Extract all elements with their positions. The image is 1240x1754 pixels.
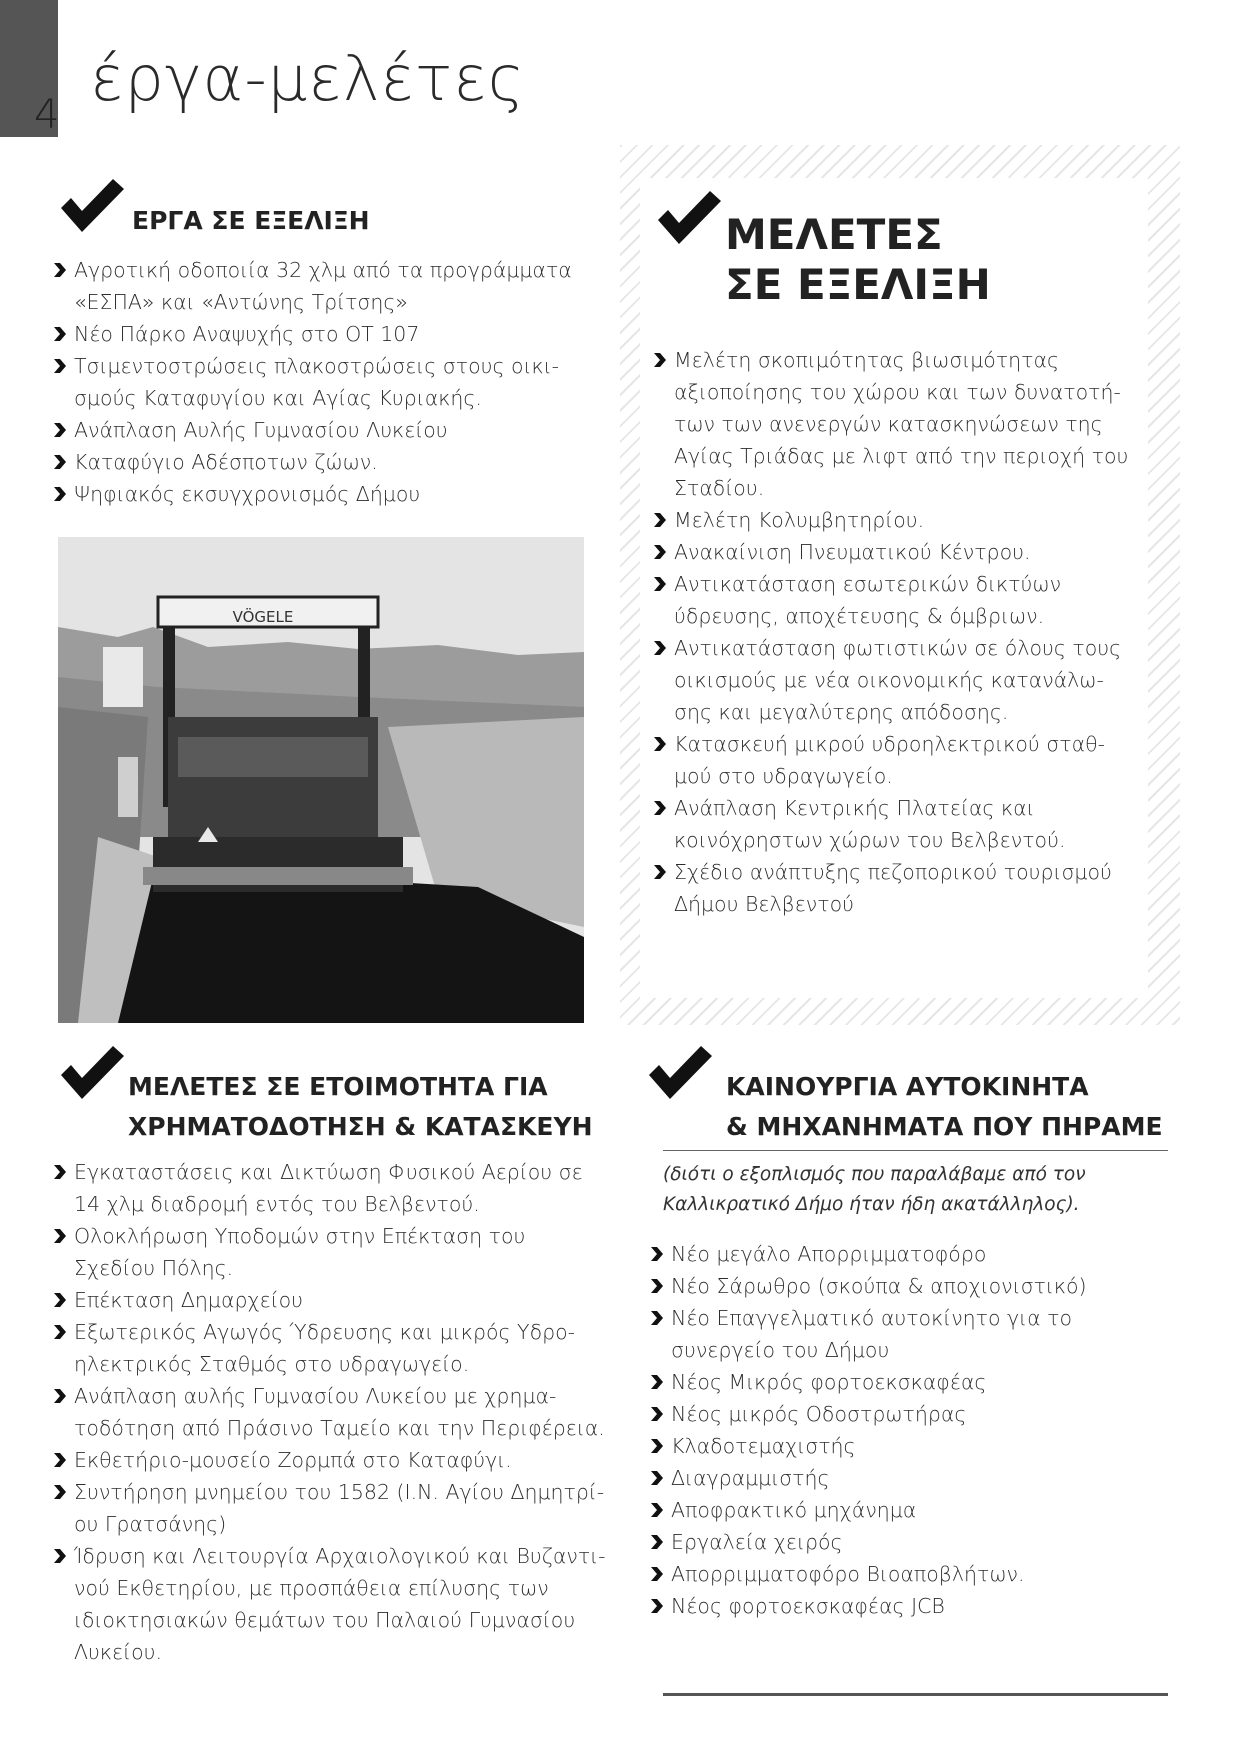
- bullet-arrow-icon: [53, 326, 67, 342]
- list-item: [53, 446, 613, 478]
- list-item-text: Νέος φορτοεκσκαφέας JCB: [671, 1594, 945, 1618]
- list-item-text: Νέο μεγάλο Απορριμματοφόρο: [671, 1242, 987, 1266]
- list-item-text: Κατασκευή μικρού υδροηλεκτρικού σταθ- μού στο υδραγωγείο.: [674, 732, 1106, 788]
- list-item: [653, 856, 1173, 920]
- list-item: [53, 1476, 623, 1540]
- bottom-rule: [663, 1693, 1168, 1696]
- bullet-arrow-icon: [53, 454, 67, 470]
- list-item: [653, 632, 1173, 728]
- list-item: [650, 1558, 1180, 1590]
- list-item: [53, 1380, 623, 1444]
- list-item-text: Καταφύγιο Αδέσποτων ζώων.: [74, 450, 378, 474]
- studies-heading: [655, 190, 991, 310]
- list-item: [650, 1398, 1180, 1430]
- machine-label: VÖGELE: [232, 608, 294, 626]
- road-paving-photo: [58, 537, 584, 1023]
- list-item-text: Ανακαίνιση Πνευματικού Κέντρου.: [674, 540, 1031, 564]
- list-item: [53, 318, 613, 350]
- works-heading: [58, 178, 370, 235]
- bullet-arrow-icon: [650, 1246, 664, 1262]
- list-item: [53, 414, 613, 446]
- bullet-arrow-icon: [653, 736, 667, 752]
- list-item: [650, 1238, 1180, 1270]
- bullet-arrow-icon: [650, 1598, 664, 1614]
- vehicles-title-line1: ΚΑΙΝΟΥΡΓΙΑ ΑΥΤΟΚΙΝΗΤΑ: [726, 1072, 1089, 1101]
- ready-title-line1: ΜΕΛΕΤΕΣ ΣΕ ΕΤΟΙΜΟΤΗΤΑ ΓΙΑ: [128, 1072, 548, 1101]
- list-item-text: Αγροτική οδοποιία 32 χλμ από τα προγράμματα «ΕΣΠΑ» και «Αντώνης Τρίτσης»: [74, 258, 572, 314]
- bullet-arrow-icon: [650, 1278, 664, 1294]
- list-item: [653, 504, 1173, 536]
- list-item-text: Επέκταση Δημαρχείου: [74, 1288, 304, 1312]
- vehicles-note: (διότι ο εξοπλισμός που παραλάβαμε από τον Καλλικρατικό Δήμο ήταν ήδη ακατάλληλος).: [663, 1164, 1086, 1215]
- bullet-arrow-icon: [53, 1548, 67, 1564]
- works-title: ΕΡΓΑ ΣΕ ΕΞΕΛΙΞΗ: [132, 206, 370, 235]
- bullet-arrow-icon: [650, 1310, 664, 1326]
- bullet-arrow-icon: [650, 1438, 664, 1454]
- list-item: [653, 568, 1173, 632]
- list-item: [53, 254, 613, 318]
- list-item-text: Διαγραμμιστής: [671, 1466, 830, 1490]
- bullet-arrow-icon: [650, 1566, 664, 1582]
- checkmark-icon: [58, 1045, 126, 1101]
- bullet-arrow-icon: [653, 576, 667, 592]
- bullet-arrow-icon: [53, 1388, 67, 1404]
- bullet-arrow-icon: [650, 1406, 664, 1422]
- list-item-text: Νέο Πάρκο Αναψυχής στο ΟΤ 107: [74, 322, 420, 346]
- list-item: [650, 1302, 1180, 1366]
- studies-title: [725, 210, 991, 310]
- list-item: [650, 1462, 1180, 1494]
- vehicles-heading: [646, 1045, 1163, 1147]
- list-item-text: Συντήρηση μνημείου του 1582 (Ι.Ν. Αγίου Δημητρί- ου Γρατσάνης): [74, 1480, 605, 1536]
- list-item-text: Αποφρακτικό μηχάνημα: [671, 1498, 917, 1522]
- checkmark-icon: [646, 1045, 714, 1101]
- checkmark-icon: [655, 190, 723, 246]
- list-item-text: Απορριμματοφόρο Βιοαποβλήτων.: [671, 1562, 1025, 1586]
- list-item: [650, 1494, 1180, 1526]
- list-item: [53, 1444, 623, 1476]
- list-item: [653, 792, 1173, 856]
- bullet-arrow-icon: [653, 512, 667, 528]
- list-item-text: Τσιμεντοστρώσεις πλακοστρώσεις στους οικι- σμούς Καταφυγίου και Αγίας Κυριακής.: [74, 354, 560, 410]
- list-item: [53, 1220, 623, 1284]
- list-item: [650, 1590, 1180, 1622]
- checkmark-icon: [58, 178, 126, 234]
- bullet-arrow-icon: [53, 1228, 67, 1244]
- bullet-arrow-icon: [53, 422, 67, 438]
- bullet-arrow-icon: [653, 352, 667, 368]
- list-item: [650, 1526, 1180, 1558]
- studies-list: [653, 344, 1173, 920]
- list-item: [650, 1270, 1180, 1302]
- bullet-arrow-icon: [53, 358, 67, 374]
- list-item-text: Σχέδιο ανάπτυξης πεζοπορικού τουρισμού Δήμου Βελβεντού: [674, 860, 1112, 916]
- list-item-text: Κλαδοτεμαχιστής: [671, 1434, 856, 1458]
- vehicles-divider: [663, 1150, 1168, 1151]
- list-item: [653, 728, 1173, 792]
- list-item: [53, 1540, 623, 1668]
- list-item: [653, 344, 1173, 504]
- bullet-arrow-icon: [53, 1292, 67, 1308]
- bullet-arrow-icon: [53, 486, 67, 502]
- list-item-text: Αντικατάσταση φωτιστικών σε όλους τους οικισμούς με νέα οικονομικής κατανάλω- σης και μεγαλύτερης απόδοσης.: [674, 636, 1122, 724]
- list-item-text: Αντικατάσταση εσωτερικών δικτύων ύδρευσης, αποχέτευσης & όμβριων.: [674, 572, 1062, 628]
- list-item: [53, 1156, 623, 1220]
- list-item-text: Εργαλεία χειρός: [671, 1530, 843, 1554]
- bullet-arrow-icon: [53, 1324, 67, 1340]
- list-item-text: Ανάπλαση αυλής Γυμνασίου Λυκείου με χρημα- τοδότηση από Πράσινο Ταμείο και την Περιφέρεια.: [74, 1384, 605, 1440]
- vehicles-list: [650, 1238, 1180, 1622]
- bullet-arrow-icon: [653, 544, 667, 560]
- studies-title-line2: ΣΕ ΕΞΕΛΙΞΗ: [725, 260, 991, 309]
- studies-title-line1: ΜΕΛΕΤΕΣ: [725, 210, 943, 259]
- list-item: [650, 1366, 1180, 1398]
- list-item-text: Νέος Μικρός φορτοεκσκαφέας: [671, 1370, 987, 1394]
- list-item-text: Μελέτη Κολυμβητηρίου.: [674, 508, 925, 532]
- bullet-arrow-icon: [53, 1452, 67, 1468]
- bullet-arrow-icon: [53, 1484, 67, 1500]
- vehicles-title: [726, 1067, 1163, 1147]
- list-item-text: Εξωτερικός Αγωγός Ύδρευσης και μικρός Υδρο- ηλεκτρικός Σταθμός στο υδραγωγείο.: [74, 1320, 576, 1376]
- bullet-arrow-icon: [53, 1164, 67, 1180]
- ready-title: [128, 1067, 593, 1147]
- list-item-text: Ολοκλήρωση Υποδομών στην Επέκταση του Σχεδίου Πόλης.: [74, 1224, 526, 1280]
- list-item-text: Ανάπλαση Κεντρικής Πλατείας και κοινόχρηστων χώρων του Βελβεντού.: [674, 796, 1066, 852]
- bullet-arrow-icon: [653, 640, 667, 656]
- bullet-arrow-icon: [650, 1534, 664, 1550]
- list-item-text: Ίδρυση και Λειτουργία Αρχαιολογικού και Βυζαντι- νού Εκθετηρίου, με προσπάθεια επίλυσης των ιδιοκτησιακών θεμάτων του Παλαιού Γυμνασίου Λυκείου.: [74, 1544, 606, 1664]
- bullet-arrow-icon: [650, 1470, 664, 1486]
- list-item: [650, 1430, 1180, 1462]
- list-item-text: Νέο Επαγγελματικό αυτοκίνητο για το συνεργείο του Δήμου: [671, 1306, 1073, 1362]
- bullet-arrow-icon: [653, 864, 667, 880]
- bullet-arrow-icon: [650, 1502, 664, 1518]
- ready-heading: [58, 1045, 593, 1147]
- list-item-text: Μελέτη σκοπιμότητας βιωσιμότητας αξιοποίησης του χώρου και των δυνατοτή- των των ανενεργών κατασκηνώσεων της Αγίας Τριάδας με λιφτ από την περιοχή του Σταδίου.: [674, 348, 1129, 500]
- vehicles-title-line2: & ΜΗΧΑΝΗΜΑΤΑ ΠΟΥ ΠΗΡΑΜΕ: [726, 1112, 1163, 1141]
- ready-list: [53, 1156, 623, 1668]
- bullet-arrow-icon: [53, 262, 67, 278]
- list-item: [653, 536, 1173, 568]
- list-item: [53, 350, 613, 414]
- list-item-text: Ανάπλαση Αυλής Γυμνασίου Λυκείου: [74, 418, 448, 442]
- ready-title-line2: ΧΡΗΜΑΤΟΔΟΤΗΣΗ & ΚΑΤΑΣΚΕΥΗ: [128, 1112, 593, 1141]
- list-item: [53, 1284, 623, 1316]
- list-item-text: Εγκαταστάσεις και Δικτύωση Φυσικού Αερίου σε 14 χλμ διαδρομή εντός του Βελβεντού.: [74, 1160, 583, 1216]
- bullet-arrow-icon: [653, 800, 667, 816]
- list-item-text: Νέο Σάρωθρο (σκούπα & αποχιονιστικό): [671, 1274, 1087, 1298]
- list-item-text: Ψηφιακός εκσυγχρονισμός Δήμου: [74, 482, 421, 506]
- list-item: [53, 478, 613, 510]
- list-item-text: Εκθετήριο-μουσείο Ζορμπά στο Καταφύγι.: [74, 1448, 512, 1472]
- list-item-text: Νέος μικρός Οδοστρωτήρας: [671, 1402, 967, 1426]
- page-title: έργα-μελέτες: [90, 42, 526, 115]
- works-list: [53, 254, 613, 510]
- page-number: 4: [34, 92, 60, 138]
- bullet-arrow-icon: [650, 1374, 664, 1390]
- list-item: [53, 1316, 623, 1380]
